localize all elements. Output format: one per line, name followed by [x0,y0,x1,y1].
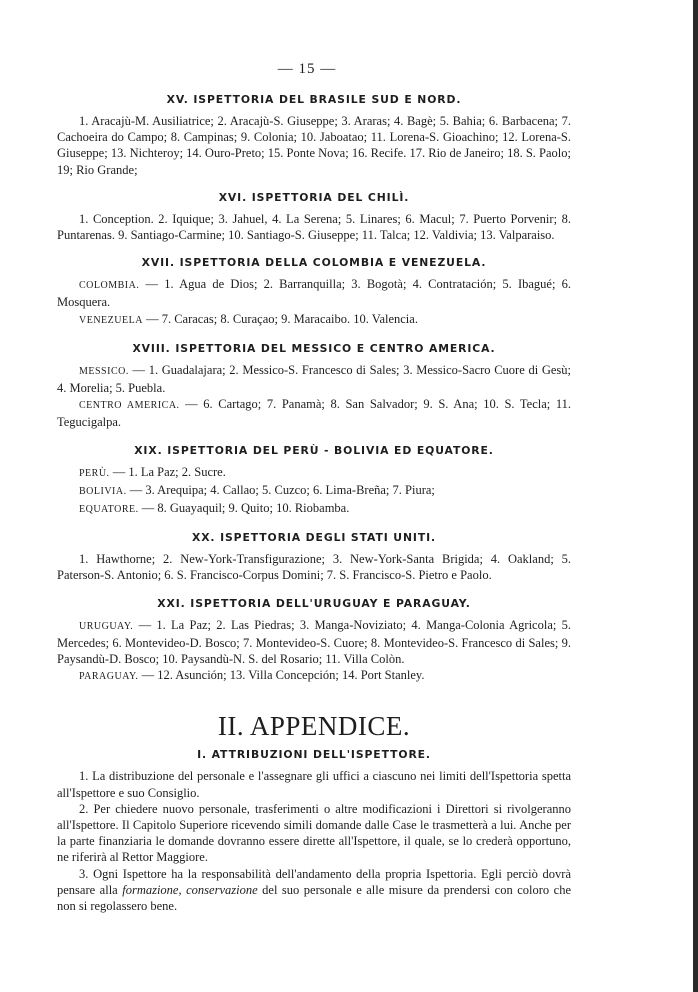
scan-edge [693,0,698,992]
section-uruguay-paraguay [57,596,571,686]
region-text: — 1. La Paz; 2. Sucre. [112,464,226,479]
section-brasile [57,92,571,178]
section-chili [57,190,571,243]
appendix-title: II. APPENDICE. [217,711,411,742]
section-text: 1. Conception. 2. Iquique; 3. Jahuel, 4. La Serena; 5. Linares; 6. Macul; 7. Puerto Porvenir; 8. Puntarenas. 9. Santiago-Carmine; 10. Santiago-S. Giuseppe; 11. Talca; 12. Valdivia; 13. Valparaiso. [57,211,571,243]
section-line [57,482,571,500]
section-messico [57,341,571,431]
paragraph-text: del suo personale e alle misure da prendersi con coloro che non si regolassero bene. [57,882,572,914]
section-text: 1. Aracajù-M. Ausiliatrice; 2. Aracajù-S. Giuseppe; 3. Araras; 4. Bagè; 5. Bahia; 6. Barbacena; 7. Cachoeira do Campo; 8. Campinas; 9. Colonia; 10. Jaboatao; 11. Lorena-S. Gioachino; 12. Lorena-S. Giuseppe; 13. Nichteroy; 14. Ouro-Preto; 15. Ponte Nova; 16. Recife. 17. Rio de Janeiro; 18. S. Paolo; 19; Rio Grande; [57,114,571,177]
region-text: — 1. Guadalajara; 2. Messico-S. Francesco di Sales; 3. Messico-Sacro Cuore di Gesù; 4. Morelia; 5. Puebla. [57,362,572,396]
region-label: MESSICO. [79,365,129,377]
section-line [57,276,571,310]
region-label: URUGUAY. [79,620,134,632]
section-line [57,362,571,396]
region-label: COLOMBIA. [79,280,140,292]
appendix-paragraph: 2. Per chiedere nuovo personale, trasferimenti o altre modificazioni i Direttori si rivolgeranno all'Ispettore. Il Capitolo Superiore ricevendo simili domande dalle Case le trasmetterà a lui. Anche per la parte finanziaria le domande dovranno essere dirette all'Ispettore, il quale, se lo crederà opportuno, ne riferirà al Rettor Maggiore. [57,801,571,865]
appendix-subheading: I. ATTRIBUZIONI DELL'ISPETTORE. [197,748,431,762]
section-heading: XV. ISPETTORIA DEL BRASILE SUD E NORD. [166,93,462,106]
page-number: — 15 — [277,61,337,77]
section-line [57,500,571,518]
region-label: BOLIVIA. [79,485,127,497]
section-line [57,667,571,685]
section-heading: XXI. ISPETTORIA DELL'URUGUAY E PARAGUAY. [157,596,471,610]
region-text: — 1. Agua de Dios; 2. Barranquilla; 3. Bogotà; 4. Contratación; 5. Ibagué; 6. Mosquera. [57,277,571,310]
region-label: PARAGUAY. [79,671,139,683]
region-label: EQUATORE. [79,504,139,516]
region-label: PERÙ. [79,467,110,479]
section-heading: XVII. ISPETTORIA DELLA COLOMBIA E VENEZUELA. [141,256,487,270]
section-heading: XVIII. ISPETTORIA DEL MESSICO E CENTRO AMERICA. [132,341,496,355]
paragraph-text: 3. Ogni Ispettore ha la responsabilità dell'andamento della propria Ispettoria. Egli perciò dovrà pensare alla [57,866,571,897]
section-line [57,617,571,668]
section-text: 1. Hawthorne; 2. New-York-Transfigurazione; 3. New-York-Santa Brigida; 4. Oakland; 5. Paterson-S. Antonio; 6. S. Francisco-Corpus Domini; 7. S. Francisco-S. Pietro e Paolo. [57,552,571,583]
region-text: — 7. Caracas; 8. Curaçao; 9. Maracaibo. 10. Valencia. [146,311,418,326]
paragraph-emphasis: formazione, conservazione [122,882,258,897]
region-text: — 12. Asunción; 13. Villa Concepción; 14. Port Stanley. [141,668,425,683]
section-stati-uniti [57,530,571,583]
section-peru-bolivia [57,443,571,519]
region-label: VENEZUELA [79,314,143,326]
appendix-paragraph: 1. La distribuzione del personale e l'assegnare gli uffici a ciascuno nei limiti dell'Ispettoria spetta all'Ispettore e suo Consiglio. [57,769,571,800]
section-heading: XIX. ISPETTORIA DEL PERÙ - BOLIVIA ED EQUATORE. [134,443,494,457]
section-line [57,396,571,430]
region-text: — 8. Guayaquil; 9. Quito; 10. Riobamba. [141,501,350,516]
section-heading: XVI. ISPETTORIA DEL CHILÌ. [218,190,410,204]
section-line [57,464,571,482]
region-text: — 3. Arequipa; 4. Callao; 5. Cuzco; 6. Lima-Breña; 7. Piura; [129,482,435,497]
region-text: — 6. Cartago; 7. Panamà; 8. San Salvador; 9. S. Ana; 10. S. Tecla; 11. Tegucigalpa. [57,397,572,430]
appendix-paragraph [57,866,571,915]
section-colombia-venezuela [57,255,571,329]
region-label: CENTRO AMERICA. [79,400,180,412]
region-text: — 1. La Paz; 2. Las Piedras; 3. Manga-Noviziato; 4. Manga-Colonia Agricola; 5. Mercedes; 6. Montevideo-D. Bosco; 7. Montevideo-S. Cuore; 8. Montevideo-S. Francesco di Sales; 9. Paysandù-D. Bosco; 10. Paysandù-N. S. del Rosario; 11. Villa Colòn. [57,617,572,667]
page-content [57,92,571,914]
section-heading: XX. ISPETTORIA DEGLI STATI UNITI. [191,531,436,545]
section-line [57,311,571,329]
